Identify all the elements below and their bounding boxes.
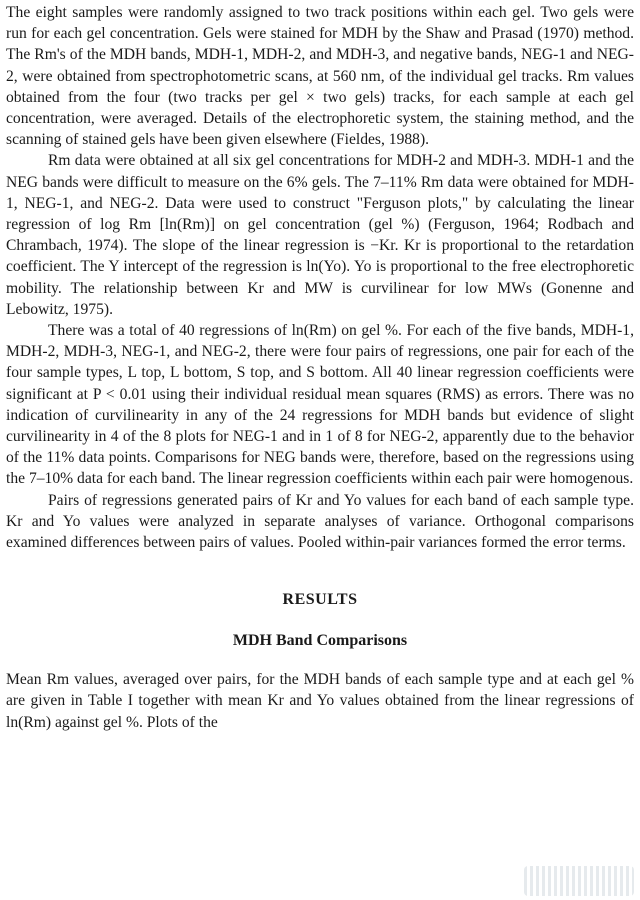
watermark-pattern: [524, 866, 634, 896]
document-page: [6, 2, 634, 733]
paragraph-pairs: Pairs of regressions generated pairs of Kr and Yo values for each band of each sample type. Kr and Yo values were analyzed in separate analyses of variance. Orthogonal comparisons examined differences between pairs of values. Pooled within-pair variances formed the error terms.: [6, 491, 634, 552]
section-heading-results: RESULTS: [282, 591, 358, 609]
paragraph-regressions: There was a total of 40 regressions of ln(Rm) on gel %. For each of the five bands, MDH-1, MDH-2, MDH-3, NEG-1, and NEG-2, there were four pairs of regressions, one pair for each of the four sample types, L top, L bottom, S top, and S bottom. All 40 linear regression coefficients were significant at P < 0.01 using their individual residual mean squares (RMS) as errors. There was no indication of curvilinearity in any of the 24 regressions for MDH bands but evidence of slight curvilinearity in 4 of the 8 plots for NEG-1 and in 1 of 8 for NEG-2, apparently due to the behavior of the 11% data points. Comparisons for NEG bands were, therefore, based on the regressions using the 7–10% data for each band. The linear regression coefficients within each pair were homogenous.: [6, 322, 634, 488]
watermark-stamp: [524, 866, 634, 896]
paragraph-methods-samples: The eight samples were randomly assigned to two track positions within each gel. Two gels were run for each gel concentration. Gels were stained for MDH by the Shaw and Prasad (1970) method. The Rm's of the MDH bands, MDH-1, MDH-2, and MDH-3, and negative bands, NEG-1 and NEG-2, were obtained from spectrophotometric scans, at 560 nm, of the individual gel tracks. Rm values obtained from the four (two tracks per gel × two gels) tracks, for each sample at each gel concentration, were averaged. Details of the electrophoretic system, the staining method, and the scanning of stained gels have been given elsewhere (Fieldes, 1988).: [6, 4, 634, 149]
paragraph-mean-rm: Mean Rm values, averaged over pairs, for the MDH bands of each sample type and at each gel % are given in Table I together with mean Kr and Yo values obtained from the linear regressions of ln(Rm) against gel %. Plots of the: [6, 671, 634, 731]
subsection-heading-mdh: MDH Band Comparisons: [232, 632, 408, 650]
paragraph-rm-data: Rm data were obtained at all six gel concentrations for MDH-2 and MDH-3. MDH-1 and the NEG bands were difficult to measure on the 6% gels. The 7–11% Rm data were obtained for MDH-1, NEG-1, and NEG-2. Data were used to construct "Ferguson plots," by calculating the linear regression of log Rm [ln(Rm)] on gel concentration (gel %) (Ferguson, 1964; Rodbach and Chrambach, 1974). The slope of the linear regression is −Kr. Kr is proportional to the retardation coefficient. The Y intercept of the regression is ln(Yo). Yo is proportional to the free electrophoretic mobility. The relationship between Kr and MW is curvilinear for low MWs (Gonenne and Lebowitz, 1975).: [6, 152, 634, 318]
